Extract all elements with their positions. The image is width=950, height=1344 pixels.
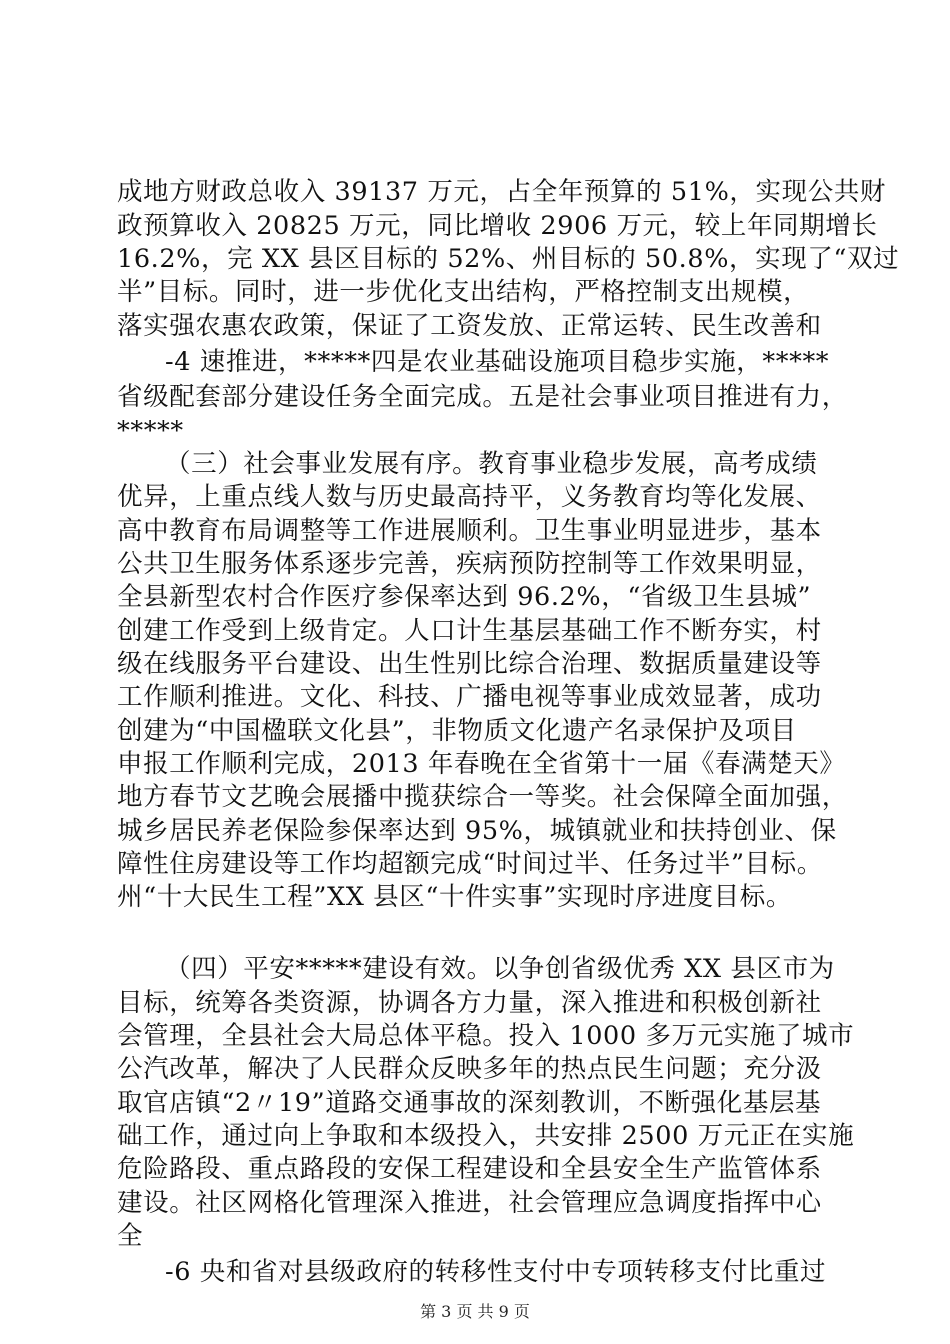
text-line-14: 创建工作受到上级肯定。人口计生基层基础工作不断夯实，村 [117,616,822,646]
text-line-10: 优异，上重点线人数与历史最高持平，义务教育均等化发展、 [117,482,822,512]
text-line-15: 级在线服务平台建设、出生性别比综合治理、数据质量建设等 [117,649,822,679]
text-line-19: 地方春节文艺晚会展播中揽获综合一等奖。社会保障全面加强， [117,782,848,812]
text-line-8: ***** [117,416,184,446]
text-line-17: 创建为“中国楹联文化县”，非物质文化遗产名录保护及项目 [117,716,797,746]
text-line-21: 障性住房建设等工作均超额完成“时间过半、任务过半”目标。 [117,849,823,879]
text-line-13: 全县新型农村合作医疗参保率达到 96.2%，“省级卫生县城” [117,582,812,612]
text-line-29: 危险路段、重点路段的安保工程建设和全县安全生产监管体系 [117,1154,822,1184]
text-line-16: 工作顺利推进。文化、科技、广播电视等事业成效显著，成功 [117,682,822,712]
text-line-7: 省级配套部分建设任务全面完成。五是社会事业项目推进有力， [117,382,848,412]
text-line-25: 会管理，全县社会大局总体平稳。投入 1000 多万元实施了城市 [117,1021,855,1051]
page-footer: 第 3 页 共 9 页 [420,1302,530,1321]
text-line-23: （四）平安*****建设有效。以争创省级优秀 XX 县区市为 [165,954,835,984]
text-line-12: 公共卫生服务体系逐步完善，疾病预防控制等工作效果明显， [117,549,822,579]
text-line-1: 成地方财政总收入 39137 万元，占全年预算的 51%，实现公共财 [117,177,887,207]
text-line-28: 础工作，通过向上争取和本级投入，共安排 2500 万元正在实施 [117,1121,855,1151]
text-line-2: 政预算收入 20825 万元，同比增收 2906 万元，较上年同期增长 [117,211,878,241]
text-line-6: -4 速推进，*****四是农业基础设施项目稳步实施，***** [165,347,830,377]
text-line-24: 目标，统筹各类资源，协调各方力量，深入推进和积极创新社 [117,988,822,1018]
text-line-27: 取官店镇“2〃19”道路交通事故的深刻教训，不断强化基层基 [117,1088,822,1118]
text-line-5: 落实强农惠农政策，保证了工资发放、正常运转、民生改善和 [117,311,822,341]
text-line-9: （三）社会事业发展有序。教育事业稳步发展，高考成绩 [165,449,818,479]
text-line-31: 全 [117,1221,144,1251]
text-line-32: -6 央和省对县级政府的转移性支付中专项转移支付比重过 [165,1257,827,1287]
text-line-22: 州“十大民生工程”XX 县区“十件实事”实现时序进度目标。 [117,882,792,912]
text-line-18: 申报工作顺利完成，2013 年春晚在全省第十一届《春满楚天》 [117,749,846,779]
text-line-3: 16.2%，完 XX 县区目标的 52%、州目标的 50.8%，实现了“双过 [117,244,900,274]
text-line-11: 高中教育布局调整等工作进展顺利。卫生事业明显进步，基本 [117,516,822,546]
text-line-4: 半”目标。同时，进一步优化支出结构，严格控制支出规模， [117,277,810,307]
text-line-20: 城乡居民养老保险参保率达到 95%，城镇就业和扶持创业、保 [117,816,837,846]
text-line-30: 建设。社区网格化管理深入推进，社会管理应急调度指挥中心 [117,1188,822,1218]
text-line-26: 公汽改革，解决了人民群众反映多年的热点民生问题；充分汲 [117,1054,822,1084]
